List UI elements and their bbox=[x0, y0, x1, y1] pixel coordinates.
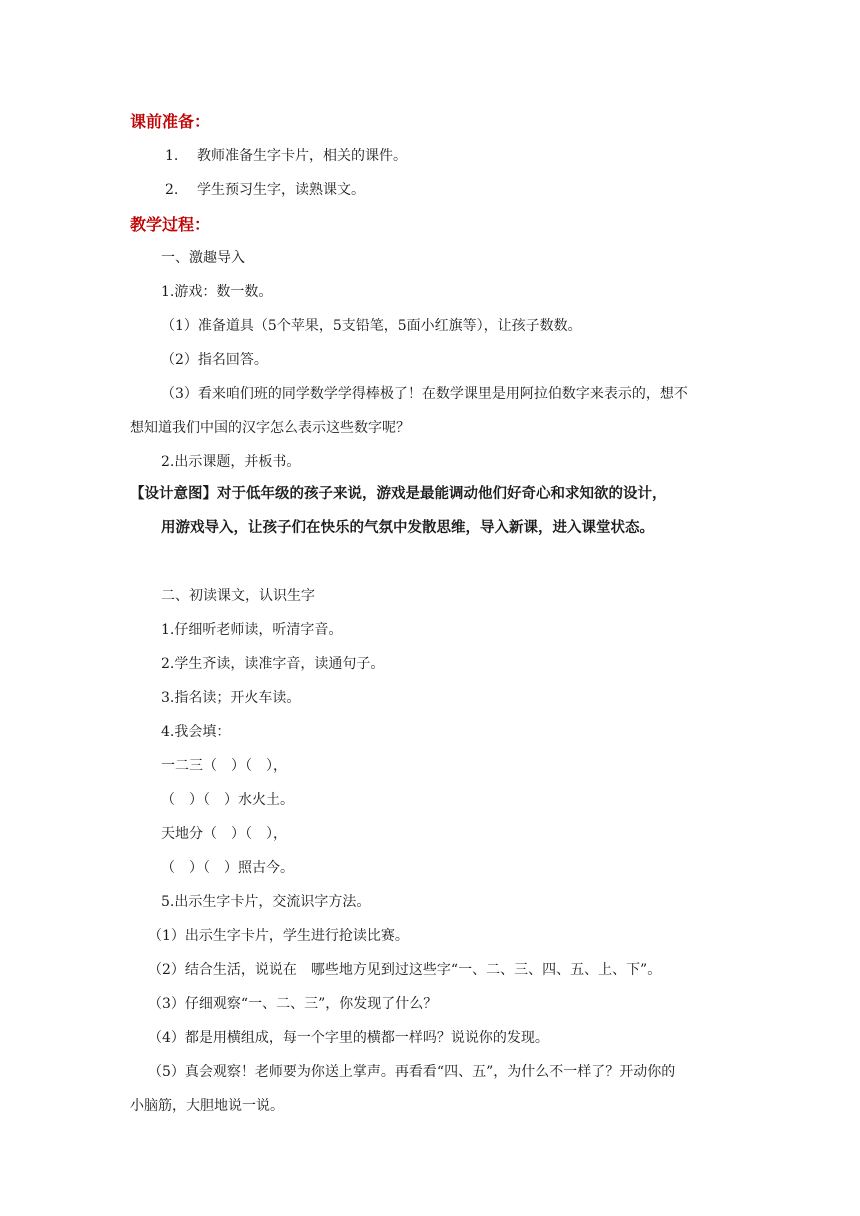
section-2-title: 二、初读课文，认识生字 bbox=[161, 588, 315, 604]
section-1-show-title: 2.出示课题，并板书。 bbox=[161, 454, 301, 470]
design-intent-line-1: 【设计意图】对于低年级的孩子来说，游戏是最能调动他们好奇心和求知欲的设计， bbox=[130, 485, 667, 502]
section-2-step-3: 3.指名读；开火车读。 bbox=[161, 690, 301, 706]
prep-heading: 课前准备： bbox=[130, 112, 211, 131]
section-2-point-1: （1）出示生字卡片，学生进行抢读比赛。 bbox=[148, 928, 409, 944]
section-2-step-4: 4.我会填： bbox=[161, 724, 231, 740]
process-heading: 教学过程： bbox=[130, 215, 211, 234]
section-2-step-1: 1.仔细听老师读，听清字音。 bbox=[161, 622, 343, 638]
section-1-title: 一、激趣导入 bbox=[161, 250, 245, 266]
section-2-point-3: （3）仔细观察“一、二、三”，你发现了什么？ bbox=[148, 996, 438, 1012]
section-1-step-1: （1）准备道具（5个苹果，5支铅笔，5面小红旗等），让孩子数数。 bbox=[161, 318, 582, 334]
prep-item-2: 学生预习生字，读熟课文。 bbox=[197, 182, 365, 198]
fill-line-3: 天地分（ ）（ ）， bbox=[161, 826, 287, 842]
fill-line-4: （ ）（ ）照古今。 bbox=[161, 860, 294, 876]
prep-item-1-number: 1. bbox=[165, 148, 179, 164]
section-1-step-3-line-2: 想知道我们中国的汉字怎么表示这些数字呢？ bbox=[130, 420, 410, 436]
section-2-step-5: 5.出示生字卡片，交流识字方法。 bbox=[161, 894, 371, 910]
section-2-point-5-line-1: （5）真会观察！老师要为你送上掌声。再看看“四、五”，为什么不一样了？开动你的 bbox=[148, 1064, 676, 1080]
section-2-point-2: （2）结合生活，说说在 哪些地方见到过这些字“一、二、三、四、五、上、下”。 bbox=[148, 962, 662, 978]
design-intent-line-2: 用游戏导入，让孩子们在快乐的气氛中发散思维，导入新课，进入课堂状态。 bbox=[161, 519, 654, 536]
fill-line-1: 一二三（ ）（ ）， bbox=[161, 758, 287, 774]
section-1-step-2: （2）指名回答。 bbox=[161, 352, 268, 368]
section-2-point-5-line-2: 小脑筋，大胆地说一说。 bbox=[130, 1098, 284, 1114]
section-2-point-4: （4）都是用横组成，每一个字里的横都一样吗？说说你的发现。 bbox=[148, 1030, 549, 1046]
section-2-step-2: 2.学生齐读，读准字音，读通句子。 bbox=[161, 656, 385, 672]
prep-item-1: 教师准备生字卡片，相关的课件。 bbox=[197, 148, 407, 164]
section-1-game: 1.游戏：数一数。 bbox=[161, 284, 273, 300]
prep-item-2-number: 2. bbox=[165, 182, 179, 198]
section-1-step-3-line-1: （3）看来咱们班的同学数学学得棒极了！在数学课里是用阿拉伯数字来表示的，想不 bbox=[161, 386, 688, 402]
fill-line-2: （ ）（ ）水火土。 bbox=[161, 792, 294, 808]
